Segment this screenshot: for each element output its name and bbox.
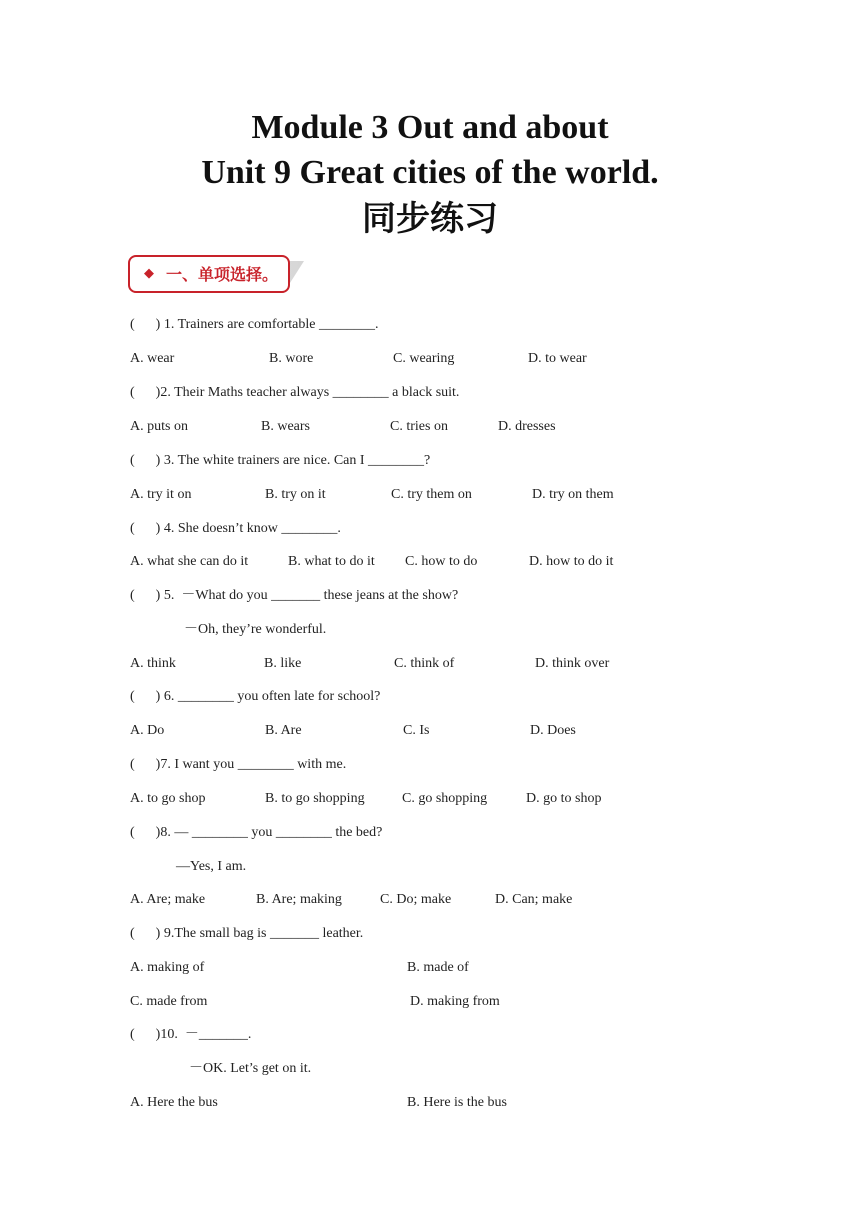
question-5-stem: ( ) 5. －What do you _______ these jeans at the show? bbox=[130, 588, 459, 603]
question-8-stem: ( )8. — ________ you ________ the bed? bbox=[130, 825, 383, 840]
q4-option-a: A. what she can do it bbox=[130, 554, 249, 569]
question-6-stem: ( ) 6. ________ you often late for school? bbox=[130, 689, 381, 704]
question-1-stem: ( ) 1. Trainers are comfortable ________. bbox=[130, 317, 379, 332]
q9-option-a: A. making of bbox=[130, 960, 205, 975]
section-title: 一、单项选择。 bbox=[166, 265, 279, 284]
q3-option-a: A. try it on bbox=[130, 487, 192, 502]
q5-option-c: C. think of bbox=[394, 656, 455, 671]
question-3-stem: ( ) 3. The white trainers are nice. Can I ________? bbox=[130, 453, 431, 468]
question-9-stem: ( ) 9.The small bag is _______ leather. bbox=[130, 926, 364, 941]
title-practice: 同步练习 bbox=[362, 199, 498, 239]
q1-option-a: A. wear bbox=[130, 351, 175, 366]
q9-option-b: B. made of bbox=[407, 960, 469, 975]
q8-option-c: C. Do; make bbox=[380, 892, 452, 907]
q4-option-d: D. how to do it bbox=[529, 554, 614, 569]
q7-option-b: B. to go shopping bbox=[265, 791, 365, 806]
q4-option-b: B. what to do it bbox=[288, 554, 375, 569]
q5-reply: －Oh, they’re wonderful. bbox=[184, 622, 327, 637]
q8-option-a: A. Are; make bbox=[130, 892, 206, 907]
q7-option-c: C. go shopping bbox=[402, 791, 488, 806]
q10-option-b: B. Here is the bus bbox=[407, 1095, 507, 1110]
q2-option-b: B. wears bbox=[261, 419, 310, 434]
q3-option-b: B. try on it bbox=[265, 487, 326, 502]
q3-option-c: C. try them on bbox=[391, 487, 472, 502]
q10-option-a: A. Here the bus bbox=[130, 1095, 218, 1110]
q5-option-d: D. think over bbox=[535, 656, 610, 671]
section-badge bbox=[128, 255, 292, 295]
q3-option-d: D. try on them bbox=[532, 487, 614, 502]
q1-option-d: D. to wear bbox=[528, 351, 587, 366]
q9-option-d: D. making from bbox=[410, 994, 500, 1009]
q9-option-c: C. made from bbox=[130, 994, 208, 1009]
diamond-icon: ◆ bbox=[144, 266, 154, 281]
q7-option-a: A. to go shop bbox=[130, 791, 206, 806]
q8-option-d: D. Can; make bbox=[495, 892, 573, 907]
q1-option-c: C. wearing bbox=[393, 351, 455, 366]
q6-option-b: B. Are bbox=[265, 723, 302, 738]
q4-option-c: C. how to do bbox=[405, 554, 478, 569]
q8-reply: —Yes, I am. bbox=[176, 859, 247, 874]
q6-option-a: A. Do bbox=[130, 723, 165, 738]
question-7-stem: ( )7. I want you ________ with me. bbox=[130, 757, 347, 772]
q2-option-a: A. puts on bbox=[130, 419, 188, 434]
q8-option-b: B. Are; making bbox=[256, 892, 342, 907]
question-10-stem: ( )10. －_______. bbox=[130, 1027, 252, 1042]
question-4-stem: ( ) 4. She doesn’t know ________. bbox=[130, 521, 341, 536]
q5-option-a: A. think bbox=[130, 656, 176, 671]
q10-reply: －OK. Let’s get on it. bbox=[189, 1061, 312, 1076]
q1-option-b: B. wore bbox=[269, 351, 314, 366]
q2-option-d: D. dresses bbox=[498, 419, 556, 434]
title-module: Module 3 Out and about bbox=[251, 109, 609, 146]
question-2-stem: ( )2. Their Maths teacher always ________ a black suit. bbox=[130, 385, 460, 400]
q5-option-b: B. like bbox=[264, 656, 302, 671]
q6-option-d: D. Does bbox=[530, 723, 576, 738]
q6-option-c: C. Is bbox=[403, 723, 430, 738]
title-unit: Unit 9 Great cities of the world. bbox=[201, 154, 659, 191]
q2-option-c: C. tries on bbox=[390, 419, 448, 434]
q7-option-d: D. go to shop bbox=[526, 791, 602, 806]
